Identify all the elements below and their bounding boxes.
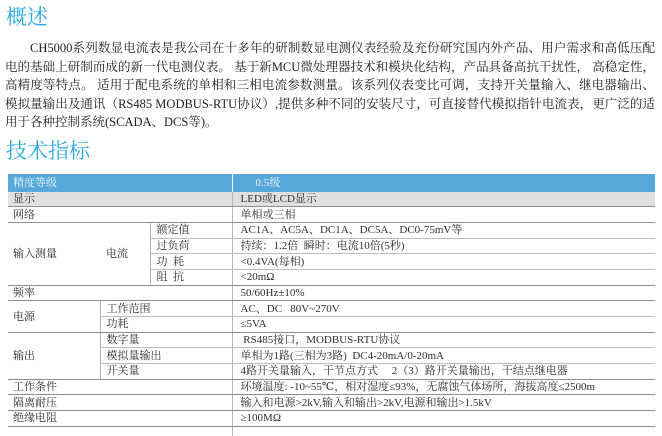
spec-label-power-consumption: 功耗 — [100, 317, 232, 333]
spec-label-withstand: 隔离耐压 — [8, 395, 232, 411]
table-row-insulation — [8, 411, 655, 427]
table-row-accuracy — [8, 174, 655, 192]
spec-label-network: 网络 — [8, 207, 232, 223]
spec-label-switch-output: 开关量 — [100, 364, 232, 380]
spec-label-power-range: 工作范围 — [100, 301, 232, 317]
spec-label-insulation: 绝缘电阻 — [8, 411, 232, 427]
spec-label-rated-value: 额定值 — [150, 222, 232, 238]
spec-label-digital-output: 数字量 — [100, 332, 232, 348]
spec-label-power: 电源 — [8, 301, 100, 332]
table-row-power-consumption — [8, 317, 655, 333]
spec-value-conditions: 环境温度: -10~55℃，相对湿度≤93%，无腐蚀气体场所，海拔高度≤2500m — [232, 379, 655, 395]
spec-value-power-consumption: ≤5VA — [232, 317, 655, 333]
spec-label-input-consumption: 功 耗 — [150, 254, 232, 270]
table-row-output-switch — [8, 364, 655, 380]
overview-heading: 概述 — [6, 6, 48, 29]
table-row-power-range — [8, 301, 655, 317]
table-row-input-rated — [8, 222, 655, 238]
table-row-output-digital — [8, 332, 655, 348]
spec-label-display: 显示 — [8, 192, 232, 207]
spec-value-withstand: 输入和电源>2kV,输入和输出>2kV,电源和输出>1.5kV — [232, 395, 655, 411]
table-row-frequency — [8, 285, 655, 301]
spec-label-conditions: 工作条件 — [8, 379, 232, 395]
spec-value-switch-output: 4路开关量输入，干节点方式 2（3）路开关量输出，干结点继电器 — [232, 364, 655, 380]
specs-table — [8, 174, 655, 427]
spec-value-input-consumption: <0.4VA(每相) — [232, 254, 655, 270]
spec-label-overload: 过负荷 — [150, 238, 232, 254]
spec-value-insulation: ≥100MΩ — [232, 411, 655, 427]
spec-label-impedance: 阻 抗 — [150, 269, 232, 285]
spec-value-analog-output: 单相为1路(三相为3路) DC4-20mA/0-20mA — [232, 348, 655, 364]
table-row-conditions — [8, 379, 655, 395]
specs-heading: 技术指标 — [6, 139, 90, 163]
table-row-withstand — [8, 395, 655, 411]
spec-value-rated-value: AC1A、AC5A、DC1A、DC5A、DC0-75mV等 — [232, 222, 655, 238]
specs-table-container — [8, 174, 655, 427]
spec-label-input-current: 电流 — [100, 222, 150, 285]
spec-value-display: LED或LCD显示 — [232, 192, 655, 207]
spec-value-accuracy: 0.5级 — [232, 174, 655, 192]
spec-value-overload: 持续：1.2倍 瞬时：电流10倍(5秒) — [232, 238, 655, 254]
overview-paragraph: CH5000系列数显电流表是我公司在十多年的研制数显电测仪表经验及充份研究国内外产品、用户需求和高低压配电的基础上研制而成的新一代电测仪表。 基于新MCU微处理器技术和模块化结构，产品具备高抗干扰性， 高稳定性， 高精度等特点。 适用于配电系统的单相和三相电流参数测量。该系列仪表变比可调，支持开关量输入、继电器输出、模拟量输出及通讯（RS485 MODBUS-RTU协议）,提供多种不同的安装尺寸，可直接替代模拟指针电流表，更广泛的适用于各种控制系统(SCADA、DCS等)。 — [5, 41, 655, 129]
table-row-output-analog — [8, 348, 655, 364]
spec-value-network: 单相或三相 — [232, 207, 655, 223]
spec-label-output: 输出 — [8, 332, 100, 379]
spec-label-input-measure: 输入测量 — [8, 222, 100, 285]
table-row-display — [8, 192, 655, 207]
column-divider-tail — [232, 427, 233, 436]
table-row-network — [8, 207, 655, 223]
spec-label-accuracy: 精度等级 — [8, 174, 232, 192]
spec-label-analog-output: 模拟量输出 — [100, 348, 232, 364]
spec-value-digital-output: RS485接口，MODBUS-RTU协议 — [232, 332, 655, 348]
spec-value-power-range: AC、DC 80V~270V — [232, 301, 655, 317]
spec-value-impedance: <20mΩ — [232, 269, 655, 285]
spec-label-frequency: 频率 — [8, 285, 232, 301]
spec-value-frequency: 50/60Hz±10% — [232, 285, 655, 301]
